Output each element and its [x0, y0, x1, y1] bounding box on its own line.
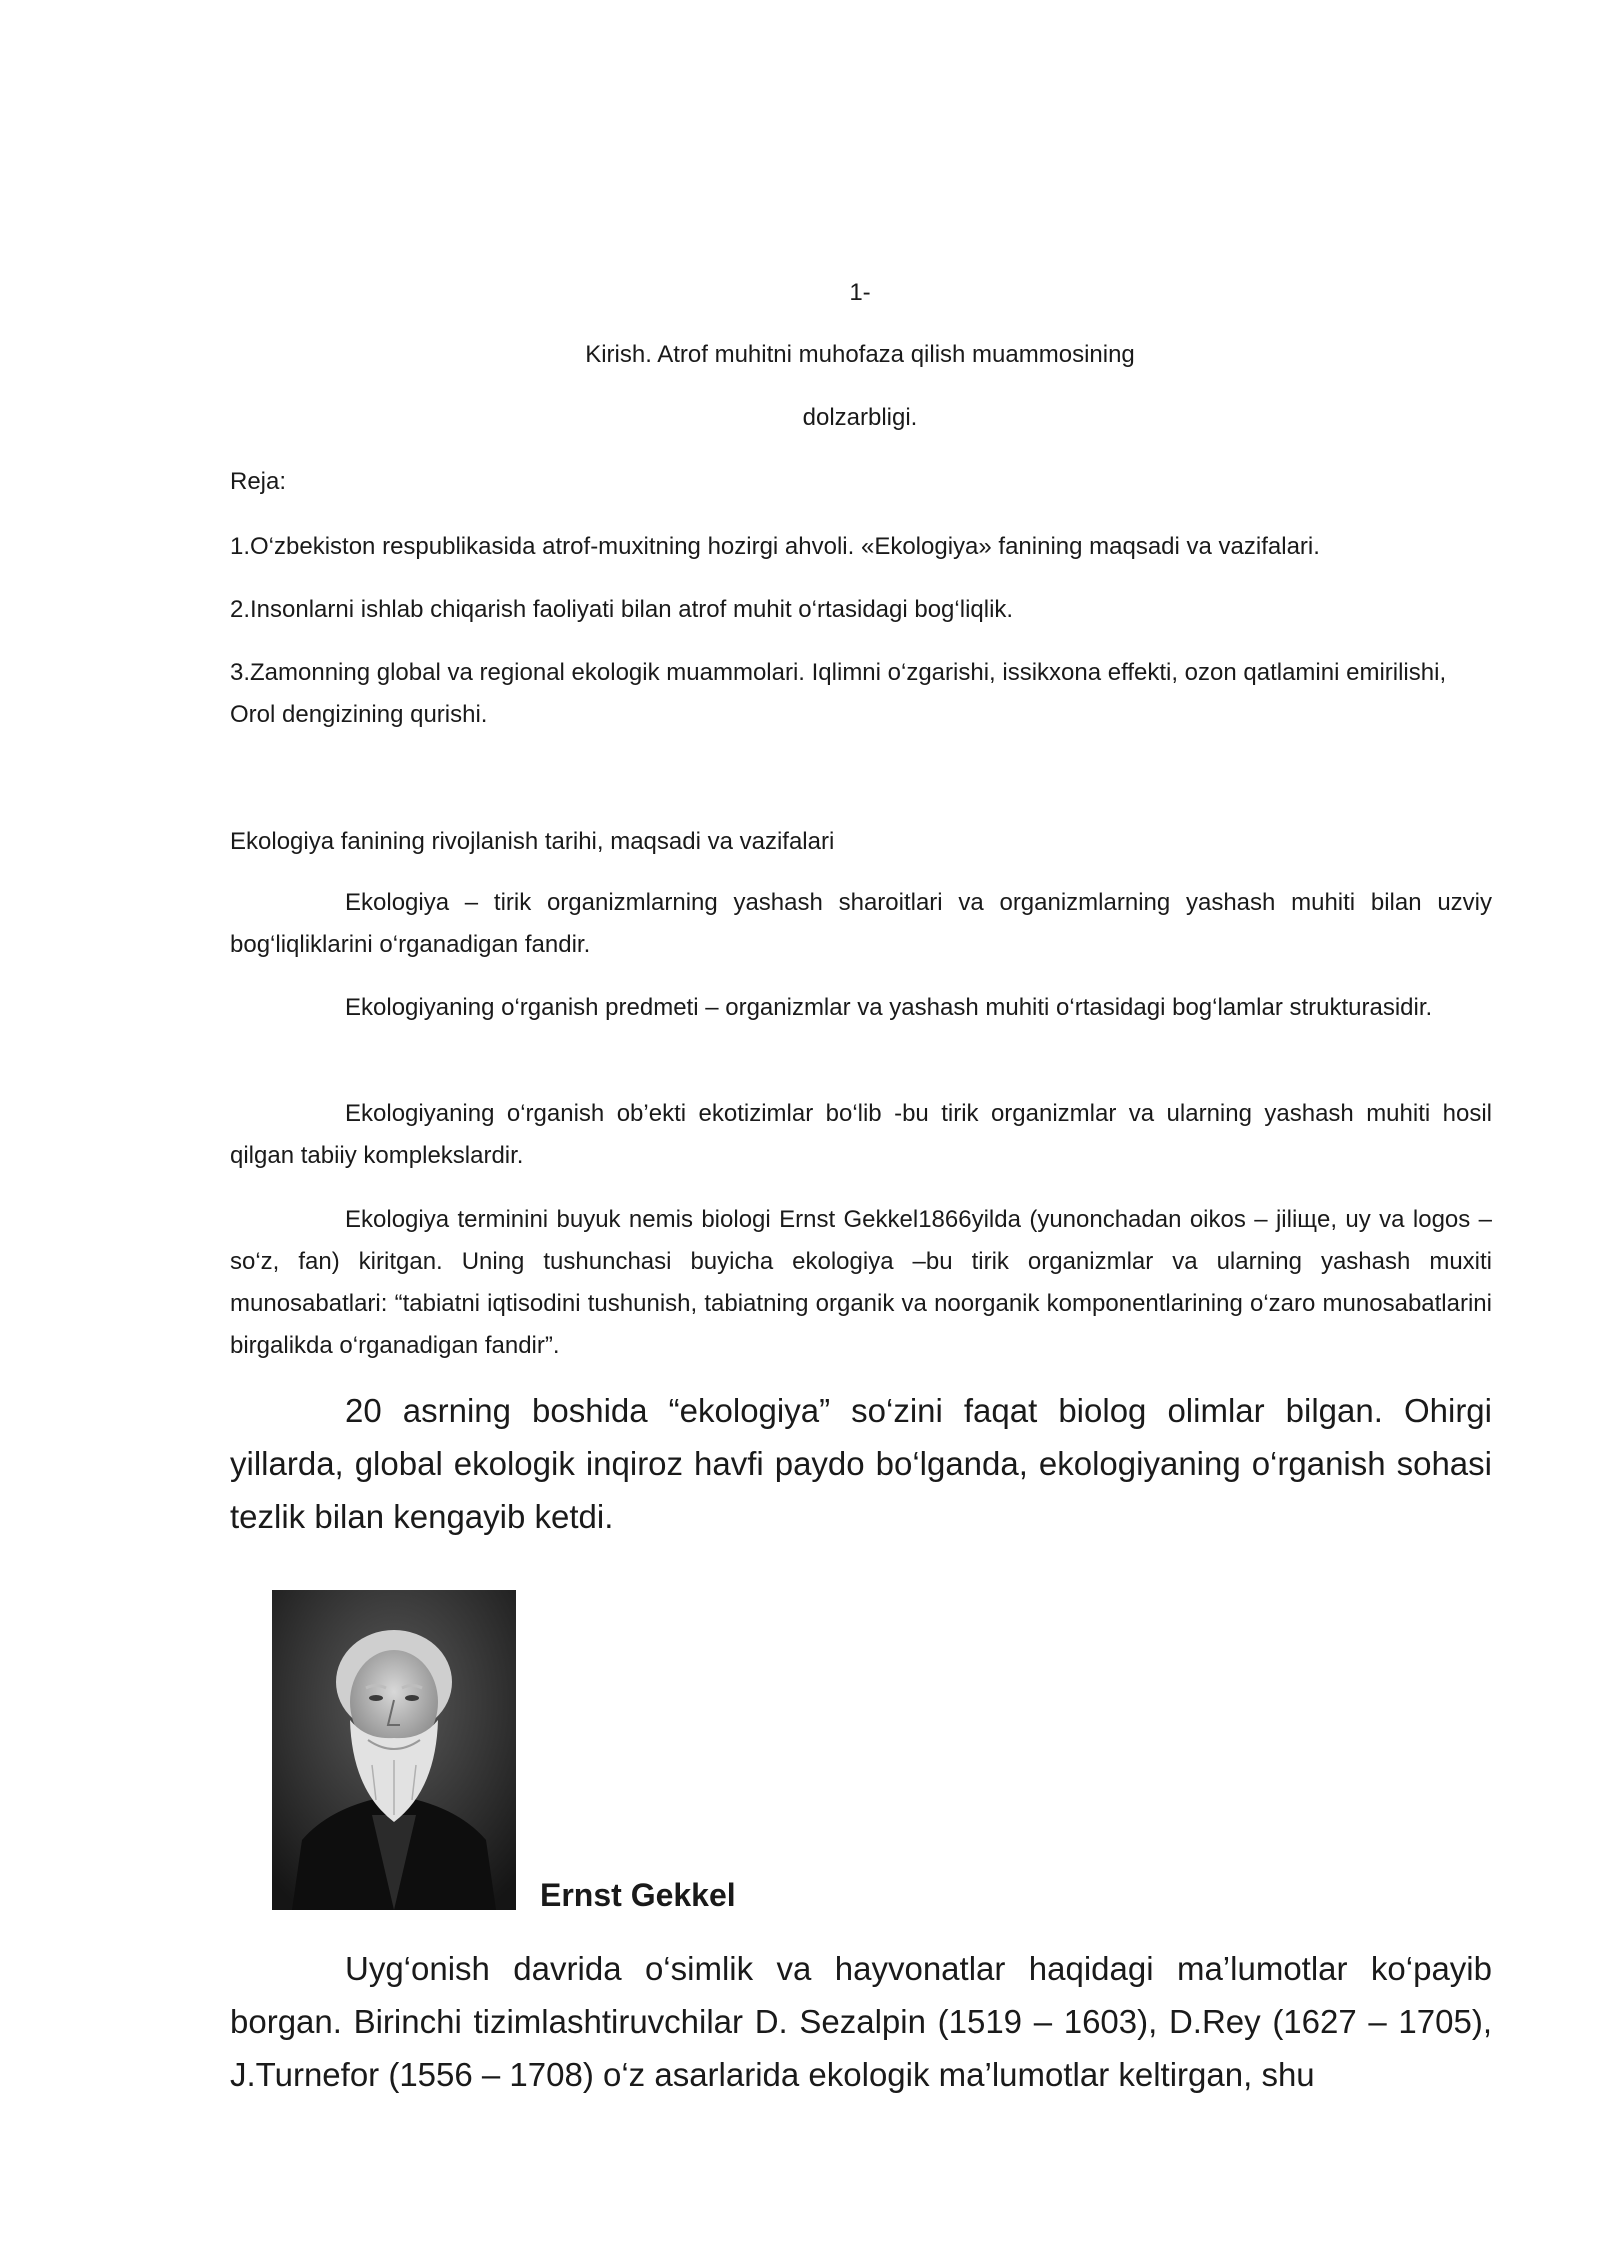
page-title-line2: dolzarbligi. — [802, 404, 918, 431]
section-heading: Ekologiya fanining rivojlanish tarihi, maqsadi va vazifalari — [230, 828, 835, 855]
paragraph-object: Ekologiyaning o‘rganish ob’ekti ekotizimlar bo‘lib -bu tirik organizmlar va ularning yashash muhiti hosil qilgan tabiiy komplekslardir. — [230, 1100, 1492, 1169]
portrait-image — [272, 1590, 516, 1910]
page-number: 1- — [849, 279, 871, 306]
paragraph-20th-century: 20 asrning boshida “ekologiya” so‘zini faqat biolog olimlar bilgan. Ohirgi yillarda, global ekologik inqiroz havfi paydo bo‘lganda, ekologiyaning o‘rganish sohasi tezlik bilan kengayib ketdi. — [230, 1392, 1492, 1535]
paragraph-term: Ekologiya terminini buyuk nemis biologi Ernst Gekkel1866yilda (yunonchadan oikos – jiliщe, uy va logos – so‘z, fan) kiritgan. Uning tushunchasi buyicha ekologiya –bu tirik organizmlar va ularning yashash muxiti munosabatlari: “tabiatni iqtisodini tushunish, tabiatning organik va noorganik komponentlarining o‘zaro munosabatlarini birgalikda o‘rganadigan fandir”. — [230, 1206, 1492, 1359]
page-title-line1: Kirish. Atrof muhitni muhofaza qilish muammosining — [585, 341, 1135, 368]
plan-item-3: 3.Zamonning global va regional ekologik muammolari. Iqlimni o‘zgarishi, issikxona effekti, ozon qatlamini emirilishi, Orol dengizining qurishi. — [230, 659, 1447, 728]
portrait-photo — [272, 1590, 516, 1910]
paragraph-renaissance: Uyg‘onish davrida o‘simlik va hayvonatlar haqidagi ma’lumotlar ko‘payib borgan. Birinchi tizimlashtiruvchilar D. Sezalpin (1519 – 1603), D.Rey (1627 – 1705), J.Turnefor (1556 – 1708) o‘z asarlarida ekologik ma’lumotlar keltirgan, shu — [230, 1950, 1492, 2093]
plan-item-2: 2.Insonlarni ishlab chiqarish faoliyati bilan atrof muhit o‘rtasidagi bog‘liqlik. — [230, 596, 1014, 623]
plan-label: Reja: — [230, 468, 287, 495]
plan-item-1: 1.O‘zbekiston respublikasida atrof-muxitning hozirgi ahvoli. «Ekologiya» fanining maqsadi va vazifalari. — [230, 533, 1320, 560]
paragraph-subject: Ekologiyaning o‘rganish predmeti – organizmlar va yashash muhiti o‘rtasidagi bog‘lamlar strukturasidir. — [345, 994, 1433, 1021]
portrait-caption: Ernst Gekkel — [540, 1877, 736, 1913]
paragraph-definition: Ekologiya – tirik organizmlarning yashash sharoitlari va organizmlarning yashash muhiti bilan uzviy bog‘liqliklarini o‘rganadigan fandir. — [230, 889, 1492, 958]
